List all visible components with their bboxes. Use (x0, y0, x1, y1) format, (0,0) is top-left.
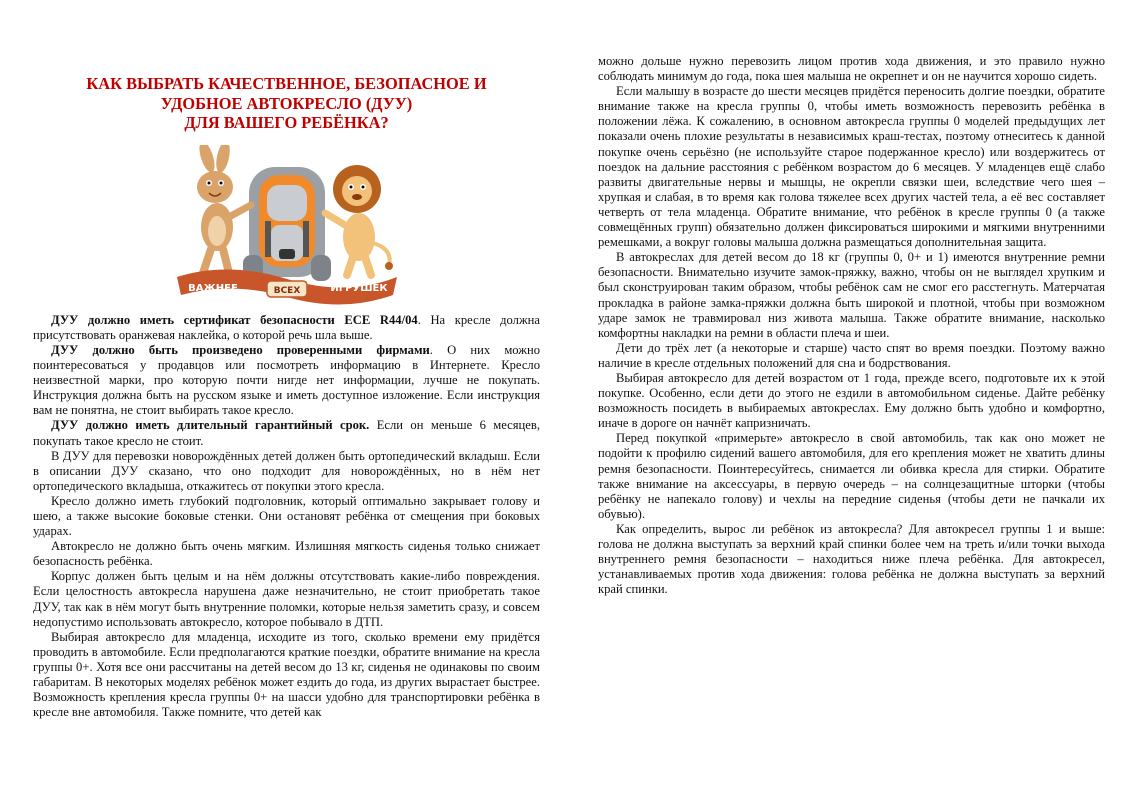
ribbon-word-3: ИГРУШЕК (329, 282, 388, 294)
paragraph-continuation: можно дольше нужно перевозить лицом против хода движения, и это правило нужно соблюдать минимум до года, пока шея малыша не окрепнет и он не научится хорошо сидеть. (598, 54, 1105, 84)
car-seat-icon (243, 167, 331, 281)
paragraph: Корпус должен быть целым и на нём должны отсутствовать какие-либо повреждения. Если целостность автокресла нарушена даже незначительно, не стоит приобретать такое ДУУ, так как в нём могут быть внутренние поломки, которые нельзя заметить сразу, и совсем недопустимо использовать автокресло, которое побывало в ДТП. (33, 569, 540, 629)
paragraph-text: . О них можно поинтересоваться у продавцов или посмотреть информацию в Интернете. Кресло неизвестной марки, про которую почти нигде нет информации, лучше не покупать. Инструкция должна быть на русском языке и иметь доступное изложение. Если инструкция вам не понятна, не стоит выбирать такое кресло. (33, 342, 541, 418)
bold-lead: ДУУ должно быть произведено проверенными фирмами (51, 342, 430, 357)
rabbit-icon (196, 145, 251, 273)
logo-illustration (167, 145, 407, 305)
title-line-2: УДОБНОЕ АВТОКРЕСЛО (ДУУ) (160, 93, 413, 113)
paragraph: Дети до трёх лет (а некоторые и старше) часто спят во время поездки. Поэтому важно наличие в кресле отдельных положений для сна и бодрствования. (598, 340, 1105, 370)
paragraph: Выбирая автокресло для младенца, исходите из того, сколько времени ему придётся проводить в автомобиле. Если предполагаются краткие поездки, обратите внимание на кресла группы 0+. Хотя все они рассчитаны на детей весом до 13 кг, сиденья не одинаковы по своим габаритам. В некоторых моделях ребёнок может ездить до года, из других вырастает быстрее. Возможность крепления кресла группы 0+ на шасси удобно для транспортировки ребёнка в кресле вне автомобиля. Также помните, что детей как (33, 629, 540, 720)
paragraph-text: Если он меньше 6 месяцев, покупать такое кресло не стоит. (33, 418, 540, 448)
lion-icon (325, 165, 393, 275)
bold-lead: ДУУ должно иметь длительный гарантийный срок. (51, 418, 370, 433)
title-line-1: КАК ВЫБРАТЬ КАЧЕСТВЕННОЕ, БЕЗОПАСНОЕ И (86, 74, 487, 93)
left-column (33, 0, 540, 720)
ribbon-word-1: ВАЖНЕЕ (187, 282, 238, 294)
paragraph (33, 343, 540, 418)
paragraph: Как определить, вырос ли ребёнок из автокресла? Для автокресел группы 1 и выше: голова не должна выступать за верхний край спинки более чем на треть и/или точки выхода внутреннего ремня безопасности – находиться ниже плеча ребёнка. Для автокресел, устанавливаемых против хода движения: голова ребёнка не должна выступать за верхний край спинки. (598, 521, 1105, 597)
ribbon-word-2: ВСЕХ (273, 285, 300, 296)
paragraph: Кресло должно иметь глубокий подголовник, который оптимально закрывает голову и шею, а также высокие боковые стенки. Они остановят ребёнка от смещения при боковых ударах. (33, 493, 540, 539)
paragraph (33, 313, 540, 343)
right-column (598, 54, 1105, 597)
paragraph: Автокресло не должно быть очень мягким. Излишняя мягкость сиденья только снижает безопасность ребёнка. (33, 539, 540, 569)
paragraph: Выбирая автокресло для детей возрастом от 1 года, прежде всего, подготовьте их к этой покупке. Особенно, если дети до этого не ездили в автомобильном сиденье. Дайте ребёнку возможность посидеть в выбираемых автокреслах. Ему должно быть удобно и комфортно, иначе в дороге он начнёт капризничать. (598, 370, 1105, 431)
paragraph: Если малышу в возрасте до шести месяцев придётся переносить долгие поездки, обратите внимание также на кресла группы 0, чтобы иметь возможность перевозить ребёнка в положении лёжа. К сожалению, в основном автокресла группы 0 моделей предыдущих лет показали очень плохие результаты в независимых краш-тестах, поэтому отнеситесь к данной покупке очень серьёзно (не используйте старое подержанное кресло) или воздержитесь от поездок на дальние расстояния с ребёнком возрастом до 6 месяцев. У младенцев ещё слабо развиты двигательные нервы и мышцы, не окрепли связки шеи, вследствие чего шея – хрупкая и слабая, в то время как голова тяжелее всех других частей тела, а её вес составляет четверть от тела младенца. Обратите внимание, что ребёнок в кресле группы 0 (а также совмещённых групп) обязательно должен фиксироваться широкими и мягкими внутренними ремешками, а вокруг головы малыша должна размещаться дополнительная защита. (598, 84, 1105, 250)
paragraph: В ДУУ для перевозки новорождённых детей должен быть ортопедический вкладыш. Если в описании ДУУ сказано, что оно подходит для новорождённых, но в нём нет ортопедического вкладыша, откажитесь от покупки этого кресла. (33, 448, 540, 493)
paragraph (33, 418, 540, 448)
bold-lead: ДУУ должно иметь сертификат безопасности ECE R44/04 (51, 312, 418, 327)
paragraph-text: . На кресле должна присутствовать оранжевая наклейка, о которой речь шла выше. (33, 312, 540, 342)
paragraph: В автокреслах для детей весом до 18 кг (группы 0, 0+ и 1) имеются внутренние ремни безопасности. Внимательно изучите замок-пряжку, важно, чтобы он не выглядел хрупким и был сконструирован таким образом, чтобы ребёнок сам не смог его расстегнуть. Матерчатая прокладка в районе замка-пряжки должна быть широкой и плотной, чтобы при возможном ударе замок не травмировал низ живота малыша. Также обратите внимание, насколько комфортны накладки на ремни в области плеча и шеи. (598, 250, 1105, 340)
paragraph: Перед покупкой «примерьте» автокресло в свой автомобиль, так как оно может не подойти к профилю сидений вашего автомобиля, для его крепления может не хватить длины ремня безопасности. Поинтересуйтесь, снимается ли обивка кресла для стирки. Обратите также внимание на аксессуары, в первую очередь – на солнцезащитные шторки (чтобы ребёнку не напекало голову) и чехлы на передние сиденья (чтобы дети не пачкали их обувью). (598, 431, 1105, 521)
title-line-3: ДЛЯ ВАШЕГО РЕБЁНКА? (184, 113, 389, 133)
page-title (33, 74, 540, 133)
